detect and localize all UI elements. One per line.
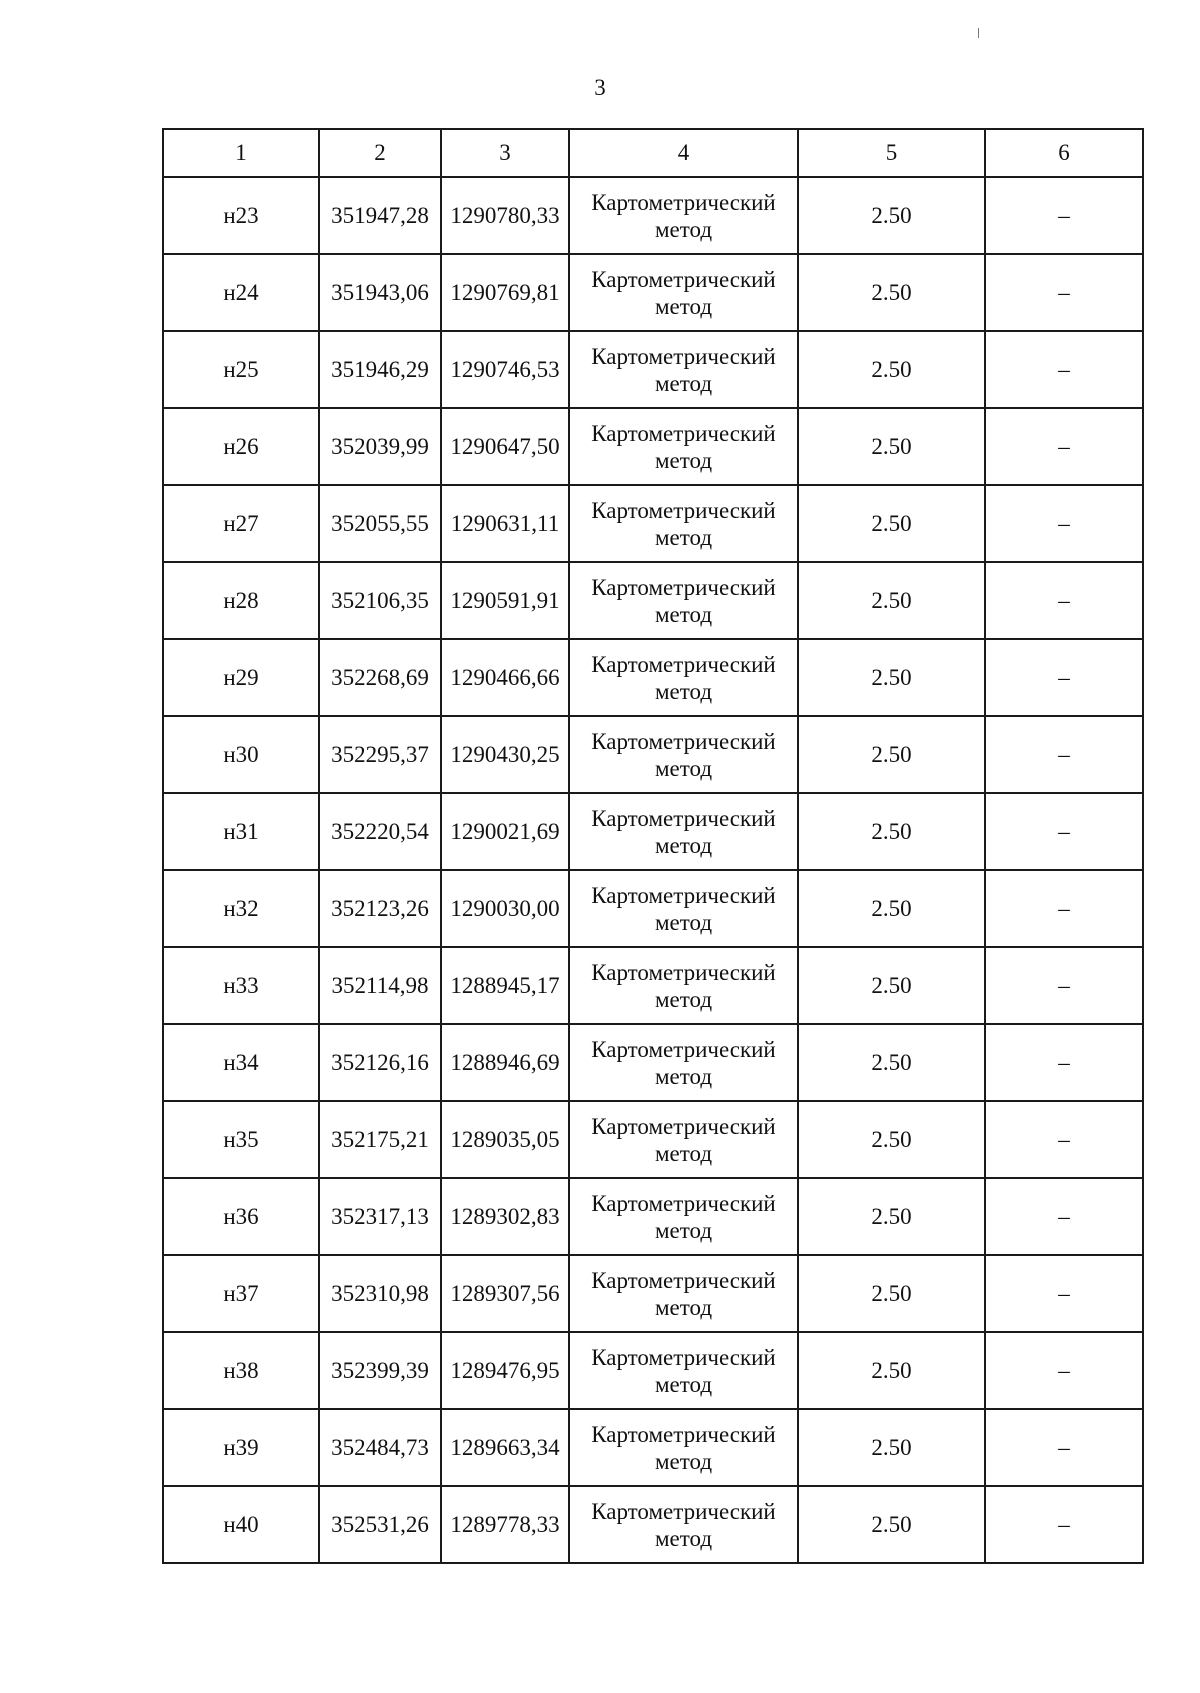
note-cell: – bbox=[985, 408, 1143, 485]
method-text: Картометрический метод bbox=[591, 728, 776, 781]
table-row bbox=[163, 1486, 1143, 1563]
method-cell bbox=[569, 793, 798, 870]
accuracy-cell: 2.50 bbox=[798, 639, 985, 716]
header-row bbox=[163, 129, 1143, 177]
method-cell bbox=[569, 1024, 798, 1101]
method-cell bbox=[569, 562, 798, 639]
point-cell: н34 bbox=[163, 1024, 319, 1101]
x-coordinate-cell: 352268,69 bbox=[319, 639, 441, 716]
method-cell bbox=[569, 716, 798, 793]
table-body bbox=[163, 177, 1143, 1563]
accuracy-cell: 2.50 bbox=[798, 331, 985, 408]
y-coordinate-cell: 1290030,00 bbox=[441, 870, 569, 947]
note-cell: – bbox=[985, 1101, 1143, 1178]
y-coordinate-cell: 1290430,25 bbox=[441, 716, 569, 793]
note-cell: – bbox=[985, 870, 1143, 947]
x-coordinate-cell: 352220,54 bbox=[319, 793, 441, 870]
method-text: Картометрический метод bbox=[591, 959, 776, 1012]
point-cell: н35 bbox=[163, 1101, 319, 1178]
point-cell: н23 bbox=[163, 177, 319, 254]
accuracy-cell: 2.50 bbox=[798, 716, 985, 793]
method-text: Картометрический метод bbox=[591, 1113, 776, 1166]
x-coordinate-cell: 352123,26 bbox=[319, 870, 441, 947]
method-text: Картометрический метод bbox=[591, 882, 776, 935]
column-header-1: 1 bbox=[163, 129, 319, 177]
point-cell: н28 bbox=[163, 562, 319, 639]
note-cell: – bbox=[985, 716, 1143, 793]
table-row bbox=[163, 1255, 1143, 1332]
y-coordinate-cell: 1290466,66 bbox=[441, 639, 569, 716]
method-cell bbox=[569, 1409, 798, 1486]
x-coordinate-cell: 352295,37 bbox=[319, 716, 441, 793]
method-cell bbox=[569, 408, 798, 485]
table-row bbox=[163, 254, 1143, 331]
point-cell: н40 bbox=[163, 1486, 319, 1563]
x-coordinate-cell: 352055,55 bbox=[319, 485, 441, 562]
x-coordinate-cell: 352399,39 bbox=[319, 1332, 441, 1409]
method-cell bbox=[569, 1332, 798, 1409]
method-cell bbox=[569, 947, 798, 1024]
table-row bbox=[163, 1101, 1143, 1178]
table-row bbox=[163, 870, 1143, 947]
y-coordinate-cell: 1290769,81 bbox=[441, 254, 569, 331]
page-number: 3 bbox=[594, 75, 606, 100]
method-cell bbox=[569, 1101, 798, 1178]
table-row bbox=[163, 562, 1143, 639]
table-row bbox=[163, 408, 1143, 485]
coordinates-table bbox=[162, 128, 1144, 1564]
y-coordinate-cell: 1289663,34 bbox=[441, 1409, 569, 1486]
y-coordinate-cell: 1290746,53 bbox=[441, 331, 569, 408]
x-coordinate-cell: 352106,35 bbox=[319, 562, 441, 639]
y-coordinate-cell: 1288946,69 bbox=[441, 1024, 569, 1101]
point-cell: н31 bbox=[163, 793, 319, 870]
point-cell: н30 bbox=[163, 716, 319, 793]
method-text: Картометрический метод bbox=[591, 189, 776, 242]
y-coordinate-cell: 1289778,33 bbox=[441, 1486, 569, 1563]
y-coordinate-cell: 1290591,91 bbox=[441, 562, 569, 639]
method-text: Картометрический метод bbox=[591, 1267, 776, 1320]
y-coordinate-cell: 1289307,56 bbox=[441, 1255, 569, 1332]
method-cell bbox=[569, 177, 798, 254]
point-cell: н33 bbox=[163, 947, 319, 1024]
column-header-6: 6 bbox=[985, 129, 1143, 177]
table-header bbox=[163, 129, 1143, 177]
method-text: Картометрический метод bbox=[591, 343, 776, 396]
accuracy-cell: 2.50 bbox=[798, 1332, 985, 1409]
method-text: Картометрический метод bbox=[591, 805, 776, 858]
x-coordinate-cell: 352310,98 bbox=[319, 1255, 441, 1332]
table-row bbox=[163, 1178, 1143, 1255]
accuracy-cell: 2.50 bbox=[798, 1409, 985, 1486]
point-cell: н26 bbox=[163, 408, 319, 485]
note-cell: – bbox=[985, 254, 1143, 331]
y-coordinate-cell: 1288945,17 bbox=[441, 947, 569, 1024]
note-cell: – bbox=[985, 947, 1143, 1024]
point-cell: н27 bbox=[163, 485, 319, 562]
method-text: Картометрический метод bbox=[591, 1344, 776, 1397]
x-coordinate-cell: 351947,28 bbox=[319, 177, 441, 254]
accuracy-cell: 2.50 bbox=[798, 793, 985, 870]
accuracy-cell: 2.50 bbox=[798, 870, 985, 947]
note-cell: – bbox=[985, 639, 1143, 716]
accuracy-cell: 2.50 bbox=[798, 1486, 985, 1563]
method-cell bbox=[569, 639, 798, 716]
method-cell bbox=[569, 870, 798, 947]
method-text: Картометрический метод bbox=[591, 651, 776, 704]
point-cell: н37 bbox=[163, 1255, 319, 1332]
x-coordinate-cell: 352126,16 bbox=[319, 1024, 441, 1101]
method-text: Картометрический метод bbox=[591, 497, 776, 550]
point-cell: н38 bbox=[163, 1332, 319, 1409]
note-cell: – bbox=[985, 793, 1143, 870]
column-header-2: 2 bbox=[319, 129, 441, 177]
note-cell: – bbox=[985, 1332, 1143, 1409]
accuracy-cell: 2.50 bbox=[798, 408, 985, 485]
method-text: Картометрический метод bbox=[591, 420, 776, 473]
method-cell bbox=[569, 1486, 798, 1563]
x-coordinate-cell: 351943,06 bbox=[319, 254, 441, 331]
note-cell: – bbox=[985, 1486, 1143, 1563]
point-cell: н25 bbox=[163, 331, 319, 408]
method-text: Картометрический метод bbox=[591, 1498, 776, 1551]
method-text: Картометрический метод bbox=[591, 574, 776, 627]
y-coordinate-cell: 1289476,95 bbox=[441, 1332, 569, 1409]
method-text: Картометрический метод bbox=[591, 1036, 776, 1089]
note-cell: – bbox=[985, 1024, 1143, 1101]
point-cell: н32 bbox=[163, 870, 319, 947]
y-coordinate-cell: 1289302,83 bbox=[441, 1178, 569, 1255]
column-header-3: 3 bbox=[441, 129, 569, 177]
accuracy-cell: 2.50 bbox=[798, 1178, 985, 1255]
table-row bbox=[163, 639, 1143, 716]
table-row bbox=[163, 331, 1143, 408]
note-cell: – bbox=[985, 1409, 1143, 1486]
x-coordinate-cell: 352531,26 bbox=[319, 1486, 441, 1563]
table-row bbox=[163, 177, 1143, 254]
accuracy-cell: 2.50 bbox=[798, 1101, 985, 1178]
note-cell: – bbox=[985, 1178, 1143, 1255]
x-coordinate-cell: 352039,99 bbox=[319, 408, 441, 485]
method-cell bbox=[569, 254, 798, 331]
point-cell: н29 bbox=[163, 639, 319, 716]
note-cell: – bbox=[985, 331, 1143, 408]
accuracy-cell: 2.50 bbox=[798, 562, 985, 639]
method-text: Картометрический метод bbox=[591, 1421, 776, 1474]
y-coordinate-cell: 1290780,33 bbox=[441, 177, 569, 254]
note-cell: – bbox=[985, 177, 1143, 254]
accuracy-cell: 2.50 bbox=[798, 485, 985, 562]
table-row bbox=[163, 716, 1143, 793]
x-coordinate-cell: 352175,21 bbox=[319, 1101, 441, 1178]
y-coordinate-cell: 1290631,11 bbox=[441, 485, 569, 562]
point-cell: н39 bbox=[163, 1409, 319, 1486]
column-header-4: 4 bbox=[569, 129, 798, 177]
table-row bbox=[163, 793, 1143, 870]
table-row bbox=[163, 1332, 1143, 1409]
note-cell: – bbox=[985, 562, 1143, 639]
accuracy-cell: 2.50 bbox=[798, 1024, 985, 1101]
accuracy-cell: 2.50 bbox=[798, 947, 985, 1024]
method-text: Картометрический метод bbox=[591, 1190, 776, 1243]
accuracy-cell: 2.50 bbox=[798, 177, 985, 254]
method-cell bbox=[569, 331, 798, 408]
x-coordinate-cell: 352114,98 bbox=[319, 947, 441, 1024]
point-cell: н36 bbox=[163, 1178, 319, 1255]
x-coordinate-cell: 352484,73 bbox=[319, 1409, 441, 1486]
x-coordinate-cell: 351946,29 bbox=[319, 331, 441, 408]
accuracy-cell: 2.50 bbox=[798, 254, 985, 331]
y-coordinate-cell: 1290021,69 bbox=[441, 793, 569, 870]
scan-mark bbox=[978, 28, 979, 38]
note-cell: – bbox=[985, 485, 1143, 562]
accuracy-cell: 2.50 bbox=[798, 1255, 985, 1332]
point-cell: н24 bbox=[163, 254, 319, 331]
method-text: Картометрический метод bbox=[591, 266, 776, 319]
method-cell bbox=[569, 1178, 798, 1255]
x-coordinate-cell: 352317,13 bbox=[319, 1178, 441, 1255]
y-coordinate-cell: 1289035,05 bbox=[441, 1101, 569, 1178]
table-row bbox=[163, 1024, 1143, 1101]
table-row bbox=[163, 947, 1143, 1024]
method-cell bbox=[569, 1255, 798, 1332]
note-cell: – bbox=[985, 1255, 1143, 1332]
table-row bbox=[163, 485, 1143, 562]
table-row bbox=[163, 1409, 1143, 1486]
y-coordinate-cell: 1290647,50 bbox=[441, 408, 569, 485]
method-cell bbox=[569, 485, 798, 562]
column-header-5: 5 bbox=[798, 129, 985, 177]
